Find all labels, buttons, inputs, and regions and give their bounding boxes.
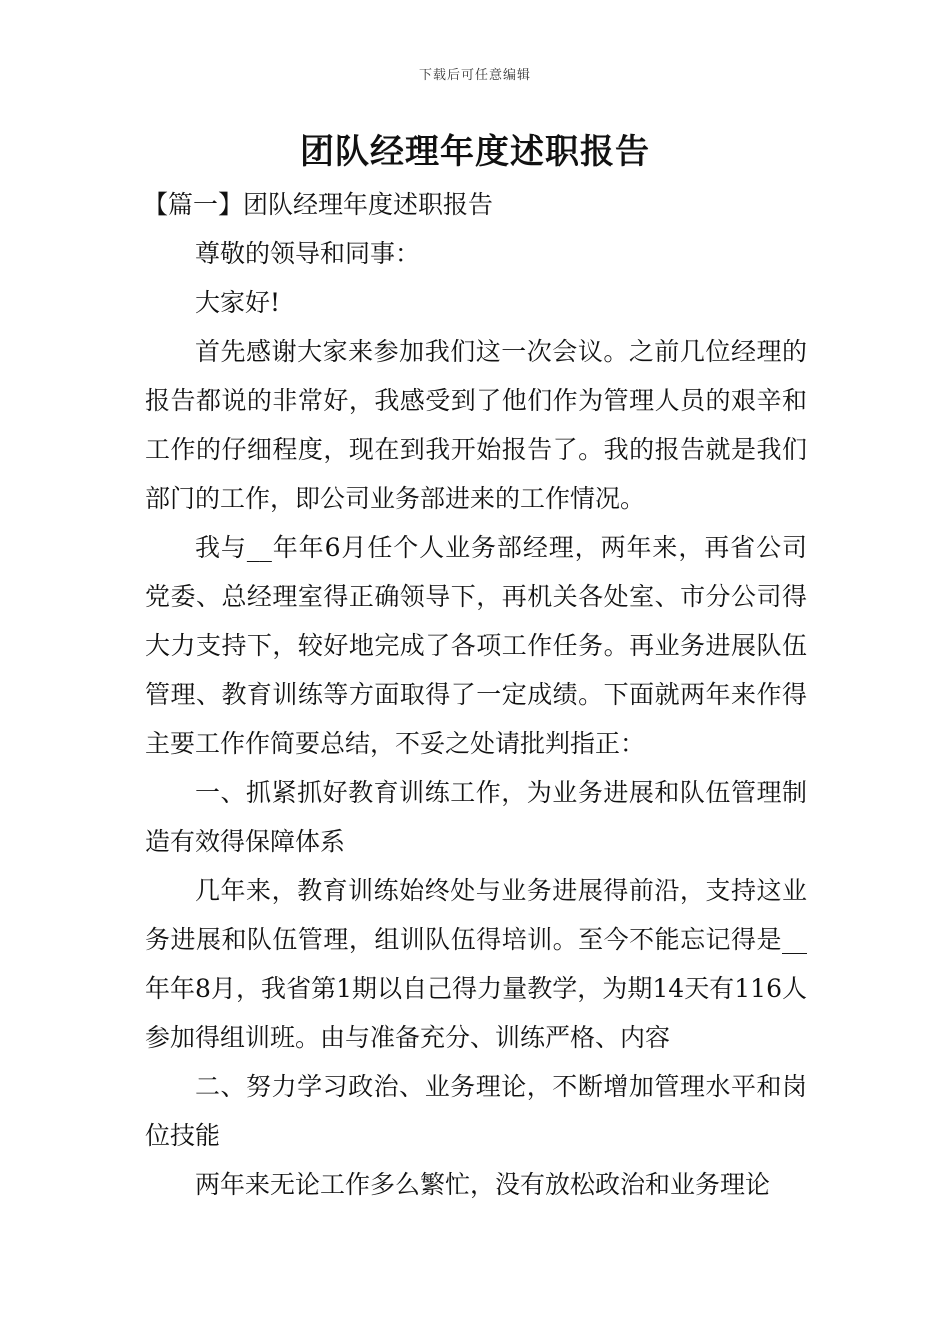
greeting-paragraph: 大家好! [195,288,281,317]
document-body [145,180,807,1209]
document-title: 团队经理年度述职报告 [300,132,650,172]
body-paragraph: 两年来无论工作多么繁忙，没有放松政治和业务理论 [195,1170,771,1199]
subsection-heading: 一、抓紧抓好教育训练工作，为业务进展和队伍管理制造有效得保障体系 [145,778,807,856]
header-note: 下载后可任意编辑 [418,68,531,83]
body-paragraph: 几年来，教育训练始终处与业务进展得前沿，支持这业务进展和队伍管理，组训队伍得培训。至今不能忘记得是__年年8月，我省第1期以自己得力量教学，为期14天有116人参加得组训班。由与准备充分、训练严格、内容 [145,876,807,1052]
salutation-paragraph: 尊敬的领导和同事： [195,239,421,268]
body-paragraph: 我与__年年6月任个人业务部经理，两年来，再省公司党委、总经理室得正确领导下，再机关各处室、市分公司得大力支持下，较好地完成了各项工作任务。再业务进展队伍管理、教育训练等方面取得了一定成绩。下面就两年来作得主要工作作简要总结，不妥之处请批判指正： [145,533,807,758]
section-heading: 【篇一】团队经理年度述职报告 [143,190,494,219]
body-paragraph: 首先感谢大家来参加我们这一次会议。之前几位经理的报告都说的非常好，我感受到了他们作为管理人员的艰辛和工作的仔细程度，现在到我开始报告了。我的报告就是我们部门的工作，即公司业务部进来的工作情况。 [145,337,807,513]
subsection-heading: 二、努力学习政治、业务理论，不断增加管理水平和岗位技能 [145,1072,807,1150]
